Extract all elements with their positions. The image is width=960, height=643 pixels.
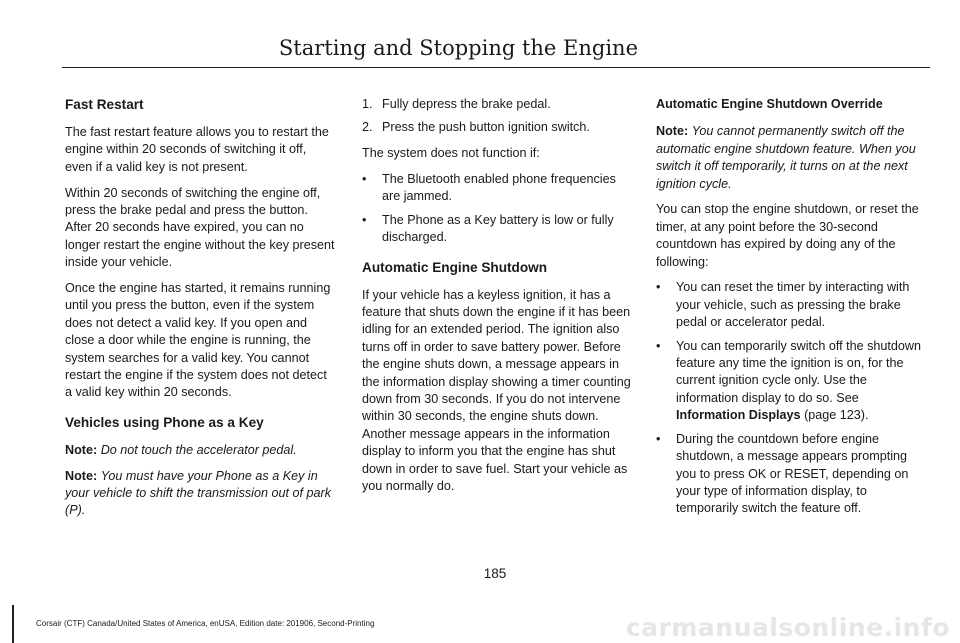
header-divider: [62, 67, 930, 68]
bullet-icon: •: [656, 280, 661, 295]
note-text: You must have your Phone as a Key in your vehicle to shift the transmission out of park (P).: [65, 468, 331, 518]
bullet-text: You can temporarily switch off the shutdown feature any time the ignition is on, for the current ignition cycle only. Use the information display to do so. See: [676, 338, 922, 405]
cross-reference-link[interactable]: Information Displays: [676, 408, 801, 423]
bullet-icon: •: [362, 212, 367, 227]
step-number: 1.: [362, 97, 373, 111]
list-item: [656, 338, 928, 425]
bullet-icon: •: [362, 172, 367, 186]
note-label: Note:: [65, 442, 98, 457]
step-text: Press the push button ignition switch.: [382, 120, 590, 135]
list-item: [362, 171, 634, 206]
page-header-title: Starting and Stopping the Engine: [278, 36, 638, 60]
note: [65, 442, 337, 459]
column-1: [65, 96, 337, 528]
paragraph: The system does not function if:: [362, 146, 540, 161]
list-item: [656, 279, 928, 331]
column-3: [656, 96, 928, 526]
note-text: You cannot permanently switch off the automatic engine shutdown feature. When you switch it off temporarily, it turns on at the next ignition cycle.: [656, 124, 916, 191]
paragraph: Once the engine has started, it remains running until you press the button, even if the system does not detect a valid key. If you open and close a door while the engine is running, the system searches for a valid key. You cannot restart the engine if the system does not detect a valid key within 20 seconds.: [65, 281, 331, 400]
note-text: Do not touch the accelerator pedal.: [100, 442, 297, 457]
bullet-icon: •: [656, 431, 661, 446]
column-2: [362, 96, 634, 504]
list-item: [362, 96, 634, 113]
list-item: [656, 431, 928, 518]
paragraph: You can stop the engine shutdown, or reset the timer, at any point before the 30-second countdown has expired by doing any of the following:: [656, 202, 919, 269]
bullet-list: [362, 171, 634, 247]
note-label: Note:: [656, 124, 689, 139]
note-label: Note:: [65, 468, 98, 483]
list-item: [362, 212, 634, 247]
bullet-text: The Bluetooth enabled phone frequencies are jammed.: [382, 172, 616, 204]
footer-edition-text: Corsair (CTF) Canada/United States of America, enUSA, Edition date: 201906, Second-Printing: [36, 619, 375, 628]
page-reference: (page 123).: [804, 408, 869, 423]
watermark-text: carmanualsonline.info: [625, 613, 950, 642]
note: [656, 123, 928, 193]
bullet-icon: •: [656, 338, 661, 353]
paragraph: Within 20 seconds of switching the engine off, press the brake pedal and press the button. After 20 seconds have expired, you can no longer restart the engine without the key present inside your vehicle.: [65, 185, 335, 270]
bullet-text: During the countdown before engine shutdown, a message appears prompting you to press OK or RESET, depending on your type of information display, to temporarily switch the feature off.: [676, 431, 909, 516]
paragraph: The fast restart feature allows you to restart the engine within 20 seconds of switching it off, even if a valid key is not present.: [65, 125, 329, 174]
list-item: [362, 119, 634, 136]
step-text: Fully depress the brake pedal.: [382, 97, 551, 111]
page-number: 185: [483, 566, 507, 581]
step-number: 2.: [362, 120, 373, 135]
bullet-text: The Phone as a Key battery is low or fully discharged.: [382, 212, 614, 245]
bullet-list: [656, 279, 928, 517]
section-heading-shutdown-override: Automatic Engine Shutdown Override: [656, 97, 883, 111]
section-heading-phone-as-key: Vehicles using Phone as a Key: [65, 414, 264, 430]
note: [65, 468, 337, 520]
crop-mark-bottom-left-vertical: [12, 605, 14, 643]
bullet-text: You can reset the timer by interacting with your vehicle, such as pressing the brake pedal or accelerator pedal.: [676, 280, 910, 330]
numbered-steps: [362, 96, 634, 137]
section-heading-auto-shutdown: Automatic Engine Shutdown: [362, 259, 548, 275]
paragraph: If your vehicle has a keyless ignition, it has a feature that shuts down the engine if it has been idling for an extended period. The ignition also turns off in order to save battery power. Before the engine shuts down, a message appears in the information display showing a timer counting down from 30 seconds. If you do not intervene within 30 seconds, the engine shuts down. Another message appears in the information display to inform you that the engine has shut down in order to save fuel. Start your vehicle as you normally do.: [362, 287, 631, 494]
section-heading-fast-restart: Fast Restart: [65, 97, 144, 112]
